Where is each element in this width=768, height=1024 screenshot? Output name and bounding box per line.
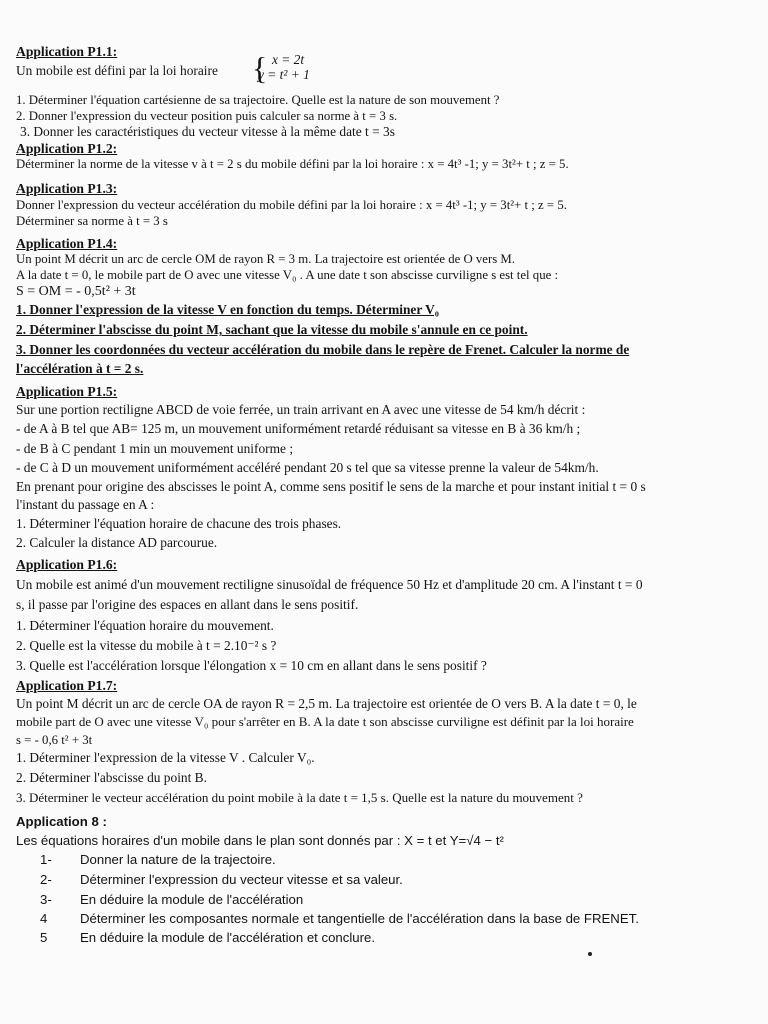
p4-line1: Un point M décrit un arc de cercle OM de rayon R = 3 m. La trajectoire est orientée de O vers M. xyxy=(16,252,516,266)
p8-item xyxy=(40,892,303,908)
p3-line2: Déterminer sa norme à t = 3 s xyxy=(16,214,168,228)
p4-line2: A la date t = 0, le mobile part de O avec une vitesse V₀ . A une date t son abscisse curviligne s est tel que : xyxy=(16,268,559,282)
p4-title: Application P1.4: xyxy=(16,236,118,251)
p8-item xyxy=(40,852,276,868)
p7-line1: Un point M décrit un arc de cercle OA de rayon R = 2,5 m. La trajectoire est orientée de O vers B. A la date t = 0, le xyxy=(16,696,637,711)
p1-q2: 2. Donner l'expression du vecteur position puis calculer sa norme à t = 3 s. xyxy=(16,109,398,123)
p8-item-number: 4 xyxy=(40,911,48,926)
p8-title: Application 8 : xyxy=(16,814,107,829)
p5-line3: - de B à C pendant 1 min un mouvement uniforme ; xyxy=(16,441,294,456)
p8-item-text: Déterminer les composantes normale et tangentielle de l'accélération dans la base de FRENET. xyxy=(80,911,639,926)
p6-q3: 3. Quelle est l'accélération lorsque l'élongation x = 10 cm en allant dans le sens positif ? xyxy=(16,658,487,673)
p8-item-text: En déduire la module de l'accélération xyxy=(80,892,304,907)
p3-title: Application P1.3: xyxy=(16,181,118,196)
p6-line1: Un mobile est animé d'un mouvement rectiligne sinusoïdal de fréquence 50 Hz et d'amplitude 20 cm. A l'instant t = 0 xyxy=(16,577,643,592)
p1-eq-y: y = t² + 1 xyxy=(258,67,310,82)
p5-line4: - de C à D un mouvement uniformément accéléré pendant 20 s tel que sa vitesse prenne la valeur de 54km/h. xyxy=(16,460,599,475)
p1-title: Application P1.1: xyxy=(16,44,118,59)
p5-line5: En prenant pour origine des abscisses le point A, comme sens positif le sens de la marche et pour instant initial t = 0 s xyxy=(16,479,646,494)
p8-item xyxy=(40,911,639,927)
p6-title: Application P1.6: xyxy=(16,557,118,572)
p8-item-number: 1- xyxy=(40,852,52,867)
p3-line1: Donner l'expression du vecteur accélération du mobile défini par la loi horaire : x = 4t³ -1; y = 3t²+ t ; z = 5. xyxy=(16,198,567,212)
p7-line3: s = - 0,6 t² + 3t xyxy=(16,733,93,747)
p8-item xyxy=(40,872,403,888)
p7-line2: mobile part de O avec une vitesse V₀ pour s'arrêter en B. A la date t son abscisse curviligne est définit par la loi horaire xyxy=(16,714,634,729)
p8-item-number: 2- xyxy=(40,872,52,887)
p4-line3: S = OM = - 0,5t² + 3t xyxy=(16,284,136,299)
p8-line1: Les équations horaires d'un mobile dans le plan sont donnés par : X = t et Y=√4 − t² xyxy=(16,833,504,848)
p4-q1: 1. Donner l'expression de la vitesse V en fonction du temps. Déterminer V₀ xyxy=(16,302,439,317)
p7-q2: 2. Déterminer l'abscisse du point B. xyxy=(16,770,207,785)
p8-item-number: 3- xyxy=(40,892,52,907)
p6-q2: 2. Quelle est la vitesse du mobile à t = 2.10⁻² s ? xyxy=(16,638,277,653)
p4-q2: 2. Déterminer l'abscisse du point M, sachant que la vitesse du mobile s'annule en ce point. xyxy=(16,322,528,337)
p7-q1: 1. Déterminer l'expression de la vitesse V . Calculer V₀. xyxy=(16,750,315,765)
p8-item xyxy=(40,930,375,946)
p7-q3: 3. Déterminer le vecteur accélération du point mobile à la date t = 1,5 s. Quelle est la nature du mouvement ? xyxy=(16,790,583,805)
p5-title: Application P1.5: xyxy=(16,384,118,399)
p8-item-text: Déterminer l'expression du vecteur vitesse et sa valeur. xyxy=(80,872,403,887)
p5-line2: - de A à B tel que AB= 125 m, un mouvement uniformément retardé réduisant sa vitesse en B à 36 km/h ; xyxy=(16,421,581,436)
p2-title: Application P1.2: xyxy=(16,141,118,156)
p4-q3a: 3. Donner les coordonnées du vecteur accélération du mobile dans le repère de Frenet. Calculer la norme de xyxy=(16,342,630,357)
p8-item-number: 5 xyxy=(40,930,48,945)
p5-q2: 2. Calculer la distance AD parcourue. xyxy=(16,535,218,550)
p5-line6: l'instant du passage en A : xyxy=(16,497,155,512)
p8-item-text: En déduire la module de l'accélération et conclure. xyxy=(80,930,376,945)
p4-q3b: l'accélération à t = 2 s. xyxy=(16,361,144,376)
stray-dot xyxy=(588,952,592,956)
p7-title: Application P1.7: xyxy=(16,678,118,693)
brace-icon: { xyxy=(252,50,268,86)
p1-eq-x: x = 2t xyxy=(272,52,305,67)
p2-line1: Déterminer la norme de la vitesse v à t = 2 s du mobile défini par la loi horaire : x = 4t³ -1; y = 3t²+ t ; z = 5. xyxy=(16,157,569,171)
p6-q1: 1. Déterminer l'équation horaire du mouvement. xyxy=(16,618,274,633)
p1-q1: 1. Déterminer l'équation cartésienne de sa trajectoire. Quelle est la nature de son mouvement ? xyxy=(16,93,500,107)
p8-item-text: Donner la nature de la trajectoire. xyxy=(80,852,276,867)
p1-q3: 3. Donner les caractéristiques du vecteur vitesse à la même date t = 3s xyxy=(20,124,395,139)
p1-intro: Un mobile est défini par la loi horaire xyxy=(16,63,218,78)
p6-line2: s, il passe par l'origine des espaces en allant dans le sens positif. xyxy=(16,597,359,612)
p5-q1: 1. Déterminer l'équation horaire de chacune des trois phases. xyxy=(16,516,342,531)
p5-line1: Sur une portion rectiligne ABCD de voie ferrée, un train arrivant en A avec une vitesse de 54 km/h décrit : xyxy=(16,402,586,417)
